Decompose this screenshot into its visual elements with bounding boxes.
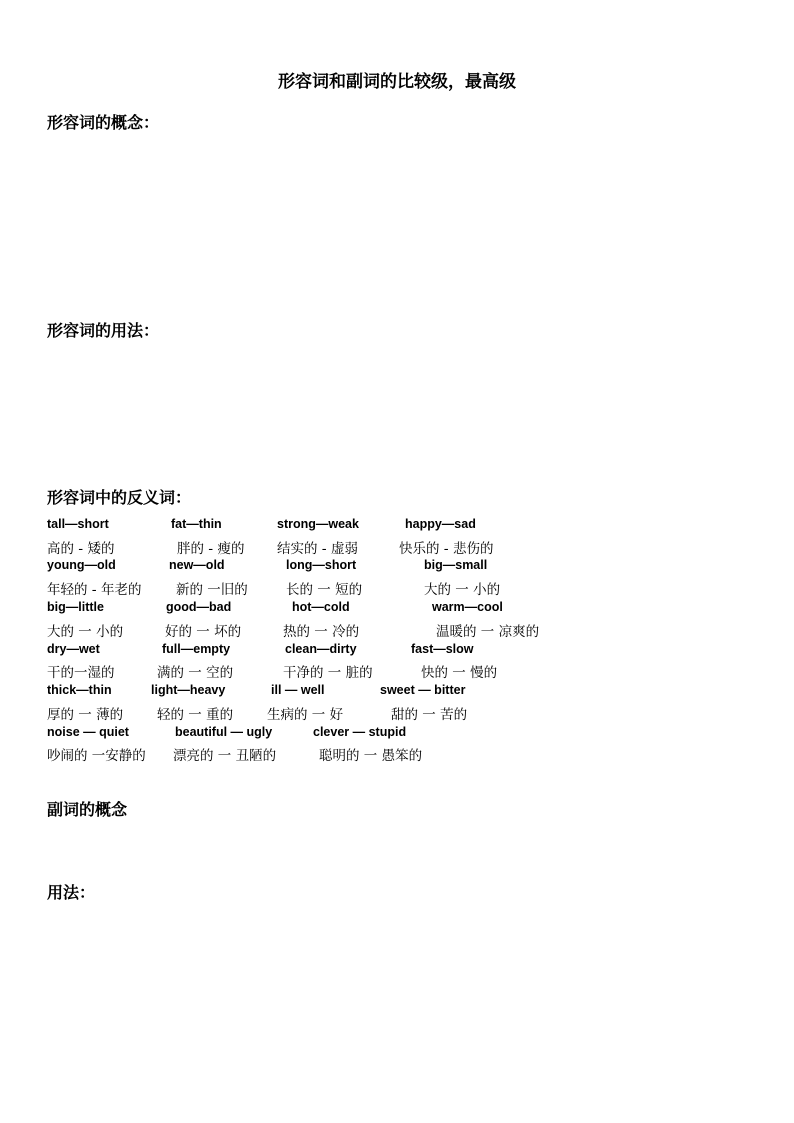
heading-adjective-antonyms: 形容词中的反义词： bbox=[47, 488, 192, 507]
antonym-en: thick—thin bbox=[47, 683, 112, 697]
antonym-zh: 干净的 一 脏的 bbox=[283, 665, 373, 681]
antonym-zh: 热的 一 冷的 bbox=[283, 624, 360, 640]
antonym-en: dry—wet bbox=[47, 642, 100, 656]
antonym-en: good—bad bbox=[166, 600, 232, 614]
antonym-zh: 干的一湿的 bbox=[47, 665, 115, 681]
antonym-en: tall—short bbox=[47, 517, 109, 531]
antonym-en: sweet — bitter bbox=[380, 683, 466, 697]
antonym-zh: 厚的 一 薄的 bbox=[47, 707, 124, 723]
antonym-en: warm—cool bbox=[432, 600, 503, 614]
antonym-zh: 新的 一旧的 bbox=[176, 582, 248, 598]
antonym-en: noise — quiet bbox=[47, 725, 129, 739]
antonym-zh: 漂亮的 一 丑陋的 bbox=[173, 748, 277, 764]
heading-usage: 用法： bbox=[47, 883, 96, 902]
antonym-en: strong—weak bbox=[277, 517, 359, 531]
antonym-en: big—small bbox=[424, 558, 488, 572]
antonym-en: clever — stupid bbox=[313, 725, 407, 739]
antonym-zh: 满的 一 空的 bbox=[157, 665, 234, 681]
antonym-en: clean—dirty bbox=[285, 642, 357, 656]
antonym-zh: 温暖的 一 凉爽的 bbox=[436, 624, 540, 640]
heading-adverb-concept: 副词的概念 bbox=[47, 800, 128, 819]
antonym-zh: 大的 一 小的 bbox=[424, 582, 501, 598]
antonym-en: hot—cold bbox=[292, 600, 350, 614]
antonym-zh: 胖的 - 瘦的 bbox=[177, 541, 245, 557]
antonym-en: happy—sad bbox=[405, 517, 476, 531]
page-title: 形容词和副词的比较级，最高级 bbox=[278, 72, 516, 92]
antonym-en: beautiful — ugly bbox=[175, 725, 273, 739]
antonym-en: long—short bbox=[286, 558, 357, 572]
antonym-zh: 生病的 一 好 bbox=[267, 707, 344, 723]
antonym-zh: 吵闹的 一安静的 bbox=[47, 748, 146, 764]
antonym-zh: 年轻的 - 年老的 bbox=[47, 582, 142, 598]
antonym-en: fast—slow bbox=[411, 642, 474, 656]
antonym-zh: 快乐的 - 悲伤的 bbox=[399, 541, 494, 557]
antonym-en: big—little bbox=[47, 600, 104, 614]
antonym-en: young—old bbox=[47, 558, 116, 572]
antonym-zh: 长的 一 短的 bbox=[286, 582, 363, 598]
antonym-zh: 甜的 一 苦的 bbox=[391, 707, 468, 723]
antonym-en: ill — well bbox=[271, 683, 325, 697]
antonym-zh: 高的 - 矮的 bbox=[47, 541, 115, 557]
antonym-en: full—empty bbox=[162, 642, 231, 656]
heading-adjective-usage: 形容词的用法： bbox=[47, 321, 160, 340]
antonym-en: new—old bbox=[169, 558, 225, 572]
antonym-zh: 快的 一 慢的 bbox=[421, 665, 498, 681]
antonym-zh: 大的 一 小的 bbox=[47, 624, 124, 640]
heading-adjective-concept: 形容词的概念： bbox=[47, 113, 160, 132]
antonym-zh: 轻的 一 重的 bbox=[157, 707, 234, 723]
antonym-zh: 结实的 - 虚弱 bbox=[277, 541, 358, 557]
antonym-en: fat—thin bbox=[171, 517, 222, 531]
antonym-zh: 好的 一 坏的 bbox=[165, 624, 242, 640]
antonym-zh: 聪明的 一 愚笨的 bbox=[319, 748, 423, 764]
antonym-en: light—heavy bbox=[151, 683, 226, 697]
